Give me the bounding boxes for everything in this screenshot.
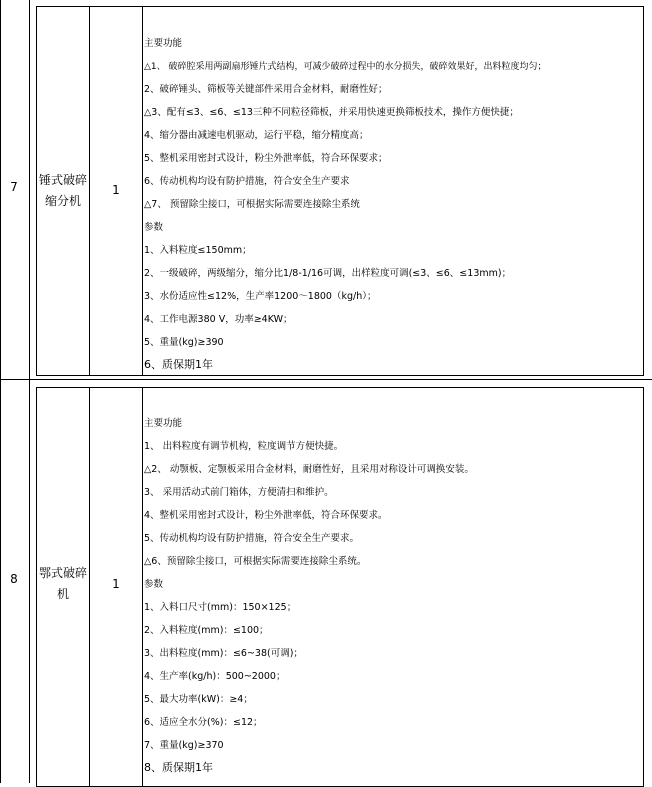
spec-line: 1、入料口尺寸(mm)：150×125； [144, 602, 297, 613]
column-divider [89, 7, 90, 375]
spec-line: △2、 动颚板、定颚板采用合金材料，耐磨性好，且采用对称设计可调换安装。 [144, 464, 474, 475]
spec-line: 6、传动机构均设有防护措施，符合安全生产要求 [144, 176, 350, 187]
item-quantity: 1 [112, 183, 120, 197]
spec-line: 7、重量(kg)≥370 [144, 740, 224, 751]
spec-line: △7、 预留除尘接口，可根据实际需要连接除尘系统 [144, 199, 360, 210]
spec-line: 8、质保期1年 [144, 761, 213, 774]
spec-line: 4、缩分器由减速电机驱动，运行平稳，缩分精度高； [144, 130, 369, 141]
spec-line: 1、入料粒度≤150mm； [144, 245, 252, 256]
table-row [0, 380, 652, 783]
spec-line: 3、 采用活动式前门箱体，方便清扫和维护。 [144, 487, 334, 498]
spec-line: 5、整机采用密封式设计，粉尘外泄率低，符合环保要求； [144, 153, 388, 164]
item-name [37, 170, 89, 212]
item-name [37, 563, 89, 605]
table-row [0, 0, 652, 380]
spec-line: △1、 破碎腔采用两副扇形锤片式结构，可减少破碎过程中的水分损失，破碎效果好，出料粒度均匀； [144, 62, 547, 72]
spec-line: 2、入料粒度(mm)：≤100； [144, 625, 269, 636]
spec-line: 2、一级破碎，两级缩分，缩分比1/8-1/16可调，出样粒度可调(≤3、≤6、≤13mm)； [144, 268, 512, 279]
item-cell [36, 387, 644, 787]
row-border-divider [29, 0, 30, 380]
spec-line: 5、传动机构均设有防护措施，符合安全生产要求。 [144, 533, 360, 544]
spec-line: 6、质保期1年 [144, 358, 213, 371]
spec-line: 3、出料粒度(mm)：≤6~38(可调)； [144, 648, 303, 659]
row-index: 7 [10, 180, 18, 194]
row-border-divider [29, 380, 30, 783]
spec-line: 5、重量(kg)≥390 [144, 337, 224, 348]
item-name-line: 缩分机 [44, 194, 81, 208]
spec-line: 3、水份适应性≤12%，生产率1200～1800（kg/h）； [144, 291, 377, 302]
item-name-line: 机 [56, 587, 69, 601]
spec-line: 4、生产率(kg/h)：500~2000； [144, 671, 286, 682]
spec-line: 4、工作电源380 V，功率≥4KW； [144, 314, 293, 325]
spec-line: △3、配有≤3、≤6、≤13三种不同粒径筛板，并采用快速更换筛板技术，操作方便快捷； [144, 107, 519, 118]
spec-line: 主要功能 [144, 38, 183, 49]
spec-line: 1、 出料粒度有调节机构，粒度调节方便快捷。 [144, 441, 344, 452]
item-quantity: 1 [112, 577, 120, 591]
spec-line: 4、整机采用密封式设计，粉尘外泄率低，符合环保要求。 [144, 510, 388, 521]
column-divider [89, 388, 90, 786]
spec-line: 主要功能 [144, 418, 183, 429]
column-divider [142, 7, 143, 375]
spec-line: 参数 [144, 579, 164, 590]
spec-line: 5、最大功率(kW)：≥4； [144, 694, 253, 705]
row-index: 8 [10, 572, 18, 586]
item-name-line: 鄂式破碎 [38, 566, 87, 580]
item-name-line: 锤式破碎 [38, 173, 87, 187]
column-divider [142, 388, 143, 786]
spec-line: △6、预留除尘接口，可根据实际需要连接除尘系统。 [144, 556, 367, 567]
spec-line: 6、适应全水分(%)：≤12； [144, 717, 263, 728]
spec-line: 2、破碎锤头、筛板等关键部件采用合金材料，耐磨性好； [144, 84, 388, 95]
item-cell [36, 6, 644, 376]
spec-line: 参数 [144, 222, 164, 233]
